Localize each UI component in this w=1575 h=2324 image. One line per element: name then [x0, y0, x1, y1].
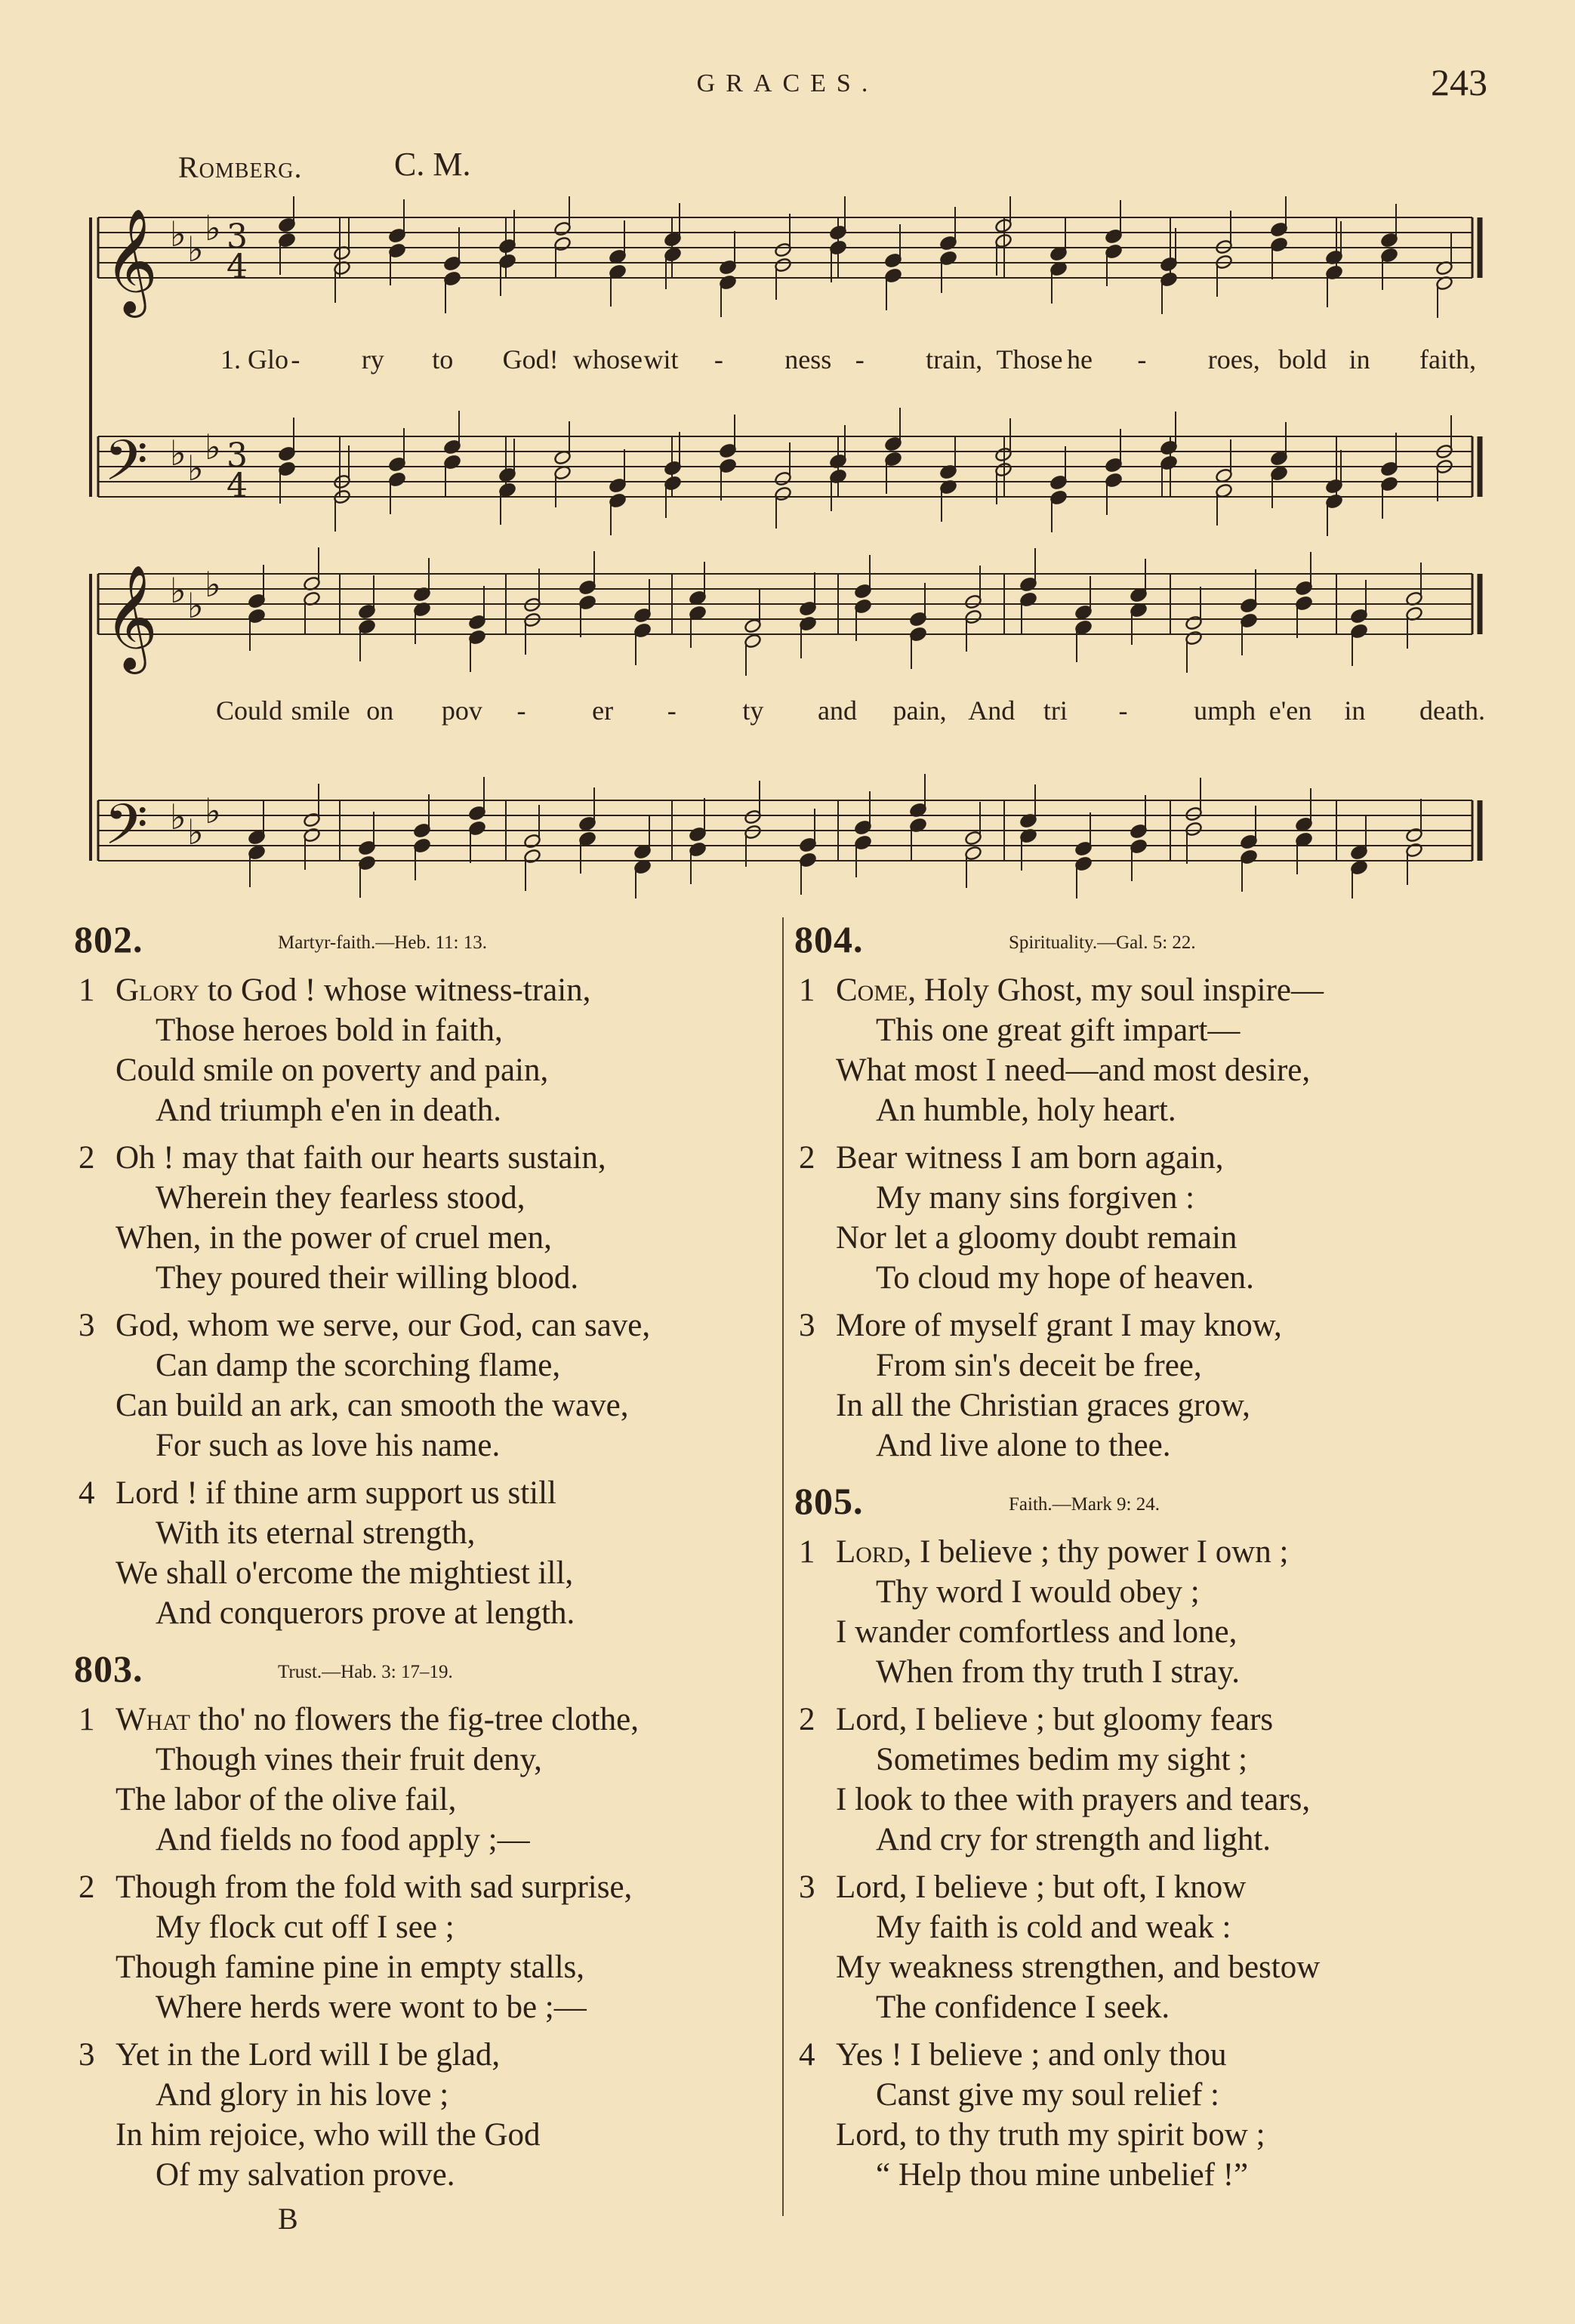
stanza-number: 3: [79, 1308, 95, 1343]
hymn-number: 802.: [74, 918, 143, 960]
lyric-syllable: tri: [1043, 695, 1068, 726]
tune-name: Romberg.: [178, 150, 303, 184]
right-column: [793, 917, 1510, 2202]
lyric-syllable: pov: [441, 695, 482, 726]
stanza: [72, 1305, 790, 1466]
bass-clef: 𝄢: [104, 792, 148, 871]
flat-sign: ♭: [187, 229, 204, 270]
running-header: GRACES.: [696, 69, 879, 97]
stanza-line: And live alone to thee.: [876, 1428, 1171, 1463]
lyric-syllable: Those: [996, 344, 1063, 374]
stanza: [793, 1305, 1510, 1466]
stanza-line: In him rejoice, who will the God: [116, 2117, 541, 2153]
stanza-line: Though famine pine in empty stalls,: [116, 1950, 585, 1985]
stanza: [793, 2035, 1510, 2195]
hymn-number: 804.: [794, 918, 864, 960]
stanza-line: Of my salvation prove.: [156, 2157, 455, 2193]
line-text: God, whom we serve, our God, can save,: [116, 1308, 651, 1343]
lyric-syllable: er: [592, 695, 614, 726]
stanza: [72, 1867, 790, 2027]
stanza-line: And cry for strength and light.: [876, 1822, 1271, 1857]
stanza-line: Canst give my soul relief :: [876, 2077, 1220, 2113]
flat-sign: ♭: [205, 427, 221, 467]
lyric-syllable: bold: [1278, 344, 1327, 374]
lyric-syllable: whose: [573, 344, 643, 374]
lyric-syllable: ness: [784, 344, 832, 374]
stanza-first-line: [793, 1305, 1510, 1345]
stanza: [793, 1867, 1510, 2027]
lyric-syllable: death.: [1419, 695, 1485, 726]
hymn-title: Martyr-faith.—Heb. 11: 13.: [278, 932, 487, 953]
line-text: Yes ! I believe ; and only thou: [836, 2037, 1227, 2073]
stanza-line: Could smile on poverty and pain,: [116, 1053, 549, 1088]
stanza-number: 2: [79, 1869, 95, 1905]
signature-mark: B: [278, 2202, 298, 2236]
stanza-number: 1: [79, 1702, 95, 1737]
stanza-line: When, in the power of cruel men,: [116, 1220, 552, 1256]
stanza: [72, 1473, 790, 1633]
hymn-number: 803.: [74, 1647, 143, 1690]
stanza-line: Wherein they fearless stood,: [156, 1180, 526, 1216]
line-text: tho' no flowers the fig-tree clothe,: [190, 1702, 639, 1737]
stanza-number: 1: [79, 972, 95, 1008]
flat-sign: ♭: [187, 448, 204, 489]
stanza-line: The confidence I seek.: [876, 1990, 1170, 2025]
stanza-line: Where herds were wont to be ;—: [156, 1990, 587, 2025]
lyric-syllable: to: [432, 344, 454, 374]
stanza-number: 3: [79, 2037, 95, 2073]
stanza-line: My many sins forgiven :: [876, 1180, 1195, 1216]
stanza-line: This one great gift impart—: [876, 1013, 1241, 1048]
stanza: [793, 1138, 1510, 1298]
lyric-syllable: roes,: [1207, 344, 1260, 374]
stanza-line: My faith is cold and weak :: [876, 1909, 1231, 1945]
lyric-syllable: Could: [216, 695, 283, 726]
lyric-syllable: train,: [926, 344, 983, 374]
stanza-line: And fields no food apply ;—: [156, 1822, 530, 1857]
time-sig-bottom: 4: [227, 248, 248, 286]
stanza-line: My weakness strengthen, and bestow: [836, 1950, 1321, 1985]
stanza-line: From sin's deceit be free,: [876, 1348, 1202, 1383]
lyric-syllable: -: [855, 344, 865, 374]
lyric-syllable: faith,: [1419, 344, 1476, 374]
stanza-first-line: [793, 1532, 1510, 1572]
time-sig-bottom: 4: [227, 467, 248, 505]
hymn-heading: [72, 1647, 790, 1700]
bass-clef: 𝄢: [104, 428, 148, 507]
stanza-first-line: [72, 1473, 790, 1513]
stanza-first-line: [793, 2035, 1510, 2075]
stanza-line: “ Help thou mine unbelief !”: [876, 2157, 1249, 2193]
flat-sign: ♭: [187, 585, 204, 626]
tune-meter: C. M.: [394, 146, 471, 183]
stanza-line: Those heroes bold in faith,: [156, 1013, 503, 1048]
stanza: [72, 1138, 790, 1298]
stanza-line: And triumph e'en in death.: [156, 1093, 501, 1128]
lyric-syllable: he: [1066, 344, 1093, 374]
stanza: [72, 1700, 790, 1860]
lyric-syllable: -: [516, 695, 526, 726]
lyric-syllable: and: [818, 695, 857, 726]
stanza-line: I wander comfortless and lone,: [836, 1614, 1238, 1650]
lyric-syllable: -: [291, 344, 301, 374]
stanza: [793, 1700, 1510, 1860]
flat-sign: ♭: [170, 570, 186, 611]
stanza-number: 1: [799, 972, 815, 1008]
small-caps-word: Lord,: [836, 1534, 912, 1570]
stanza-line: When from thy truth I stray.: [876, 1654, 1241, 1690]
line-text: Holy Ghost, my soul inspire—: [916, 972, 1324, 1008]
lyric-syllable: -: [667, 695, 677, 726]
line-text: Though from the fold with sad surprise,: [116, 1869, 633, 1905]
lyric-syllable: And: [968, 695, 1016, 726]
stanza-number: 4: [799, 2037, 815, 2073]
lyric-syllable: ty: [742, 695, 764, 726]
flat-sign: ♭: [205, 791, 221, 831]
hymn-title: Faith.—Mark 9: 24.: [1009, 1494, 1160, 1515]
line-text: Lord ! if thine arm support us still: [116, 1475, 557, 1511]
stanza-line: With its eternal strength,: [156, 1515, 476, 1551]
stanza-first-line: [793, 1700, 1510, 1740]
stanza-line: They poured their willing blood.: [156, 1260, 579, 1296]
stanza-line: Nor let a gloomy doubt remain: [836, 1220, 1238, 1256]
stanza-first-line: [72, 1867, 790, 1907]
stanza-number: 4: [79, 1475, 95, 1511]
stanza-number: 2: [79, 1140, 95, 1176]
left-column: [72, 917, 790, 2202]
stanza-first-line: [72, 1138, 790, 1178]
hymn-heading: [793, 917, 1510, 970]
stanza-line: For such as love his name.: [156, 1428, 501, 1463]
music-score: [83, 196, 1503, 898]
time-sig-top: 3: [227, 436, 248, 475]
hymn-heading: [793, 1479, 1510, 1532]
stanza-line: We shall o'ercome the mightiest ill,: [116, 1555, 574, 1591]
lyric-syllable: pain,: [892, 695, 947, 726]
flat-sign: ♭: [170, 214, 186, 254]
page-number: 243: [1431, 61, 1487, 103]
stanza-line: Can build an ark, can smooth the wave,: [116, 1388, 629, 1423]
stanza-first-line: [793, 1138, 1510, 1178]
lyric-syllable: smile: [291, 695, 350, 726]
line-text: Oh ! may that faith our hearts sustain,: [116, 1140, 606, 1176]
stanza-line: Thy word I would obey ;: [876, 1574, 1200, 1610]
line-text: Yet in the Lord will I be glad,: [116, 2037, 501, 2073]
stanza: [793, 970, 1510, 1130]
stanza-number: 3: [799, 1869, 815, 1905]
stanza-first-line: [793, 1867, 1510, 1907]
stanza-line: Can damp the scorching flame,: [156, 1348, 561, 1383]
lyric-syllable: in: [1348, 344, 1370, 374]
stanza-first-line: [793, 970, 1510, 1010]
lyric-syllable: e'en: [1268, 695, 1312, 726]
hymn-title: Trust.—Hab. 3: 17–19.: [278, 1662, 453, 1682]
lyric-syllable: umph: [1194, 695, 1256, 726]
stanza-first-line: [72, 1305, 790, 1345]
stanza-number: 2: [799, 1140, 815, 1176]
flat-sign: ♭: [187, 812, 204, 852]
line-text: More of myself grant I may know,: [836, 1308, 1282, 1343]
lyric-syllable: wit: [643, 344, 679, 374]
stanza-line: And conquerors prove at length.: [156, 1595, 575, 1631]
line-text: I believe ; thy power I own ;: [911, 1534, 1289, 1570]
stanza-line: Though vines their fruit deny,: [156, 1742, 542, 1777]
hymn-title: Spirituality.—Gal. 5: 22.: [1009, 932, 1196, 953]
lyric-syllable: in: [1344, 695, 1366, 726]
flat-sign: ♭: [205, 564, 221, 605]
stanza-line: What most I need—and most desire,: [836, 1053, 1311, 1088]
small-caps-word: Come,: [836, 972, 917, 1008]
stanza-line: In all the Christian graces grow,: [836, 1388, 1250, 1423]
treble-clef: 𝄞: [104, 208, 158, 313]
small-caps-word: What: [116, 1702, 190, 1737]
flat-sign: ♭: [205, 208, 221, 248]
small-caps-word: Glory: [116, 972, 200, 1008]
lyric-syllable: on: [366, 695, 394, 726]
stanza-first-line: [72, 970, 790, 1010]
stanza: [72, 970, 790, 1130]
stanza-first-line: [72, 1700, 790, 1740]
stanza-line: Lord, to thy truth my spirit bow ;: [836, 2117, 1265, 2153]
line-text: Lord, I believe ; but gloomy fears: [836, 1702, 1274, 1737]
stanza-number: 3: [799, 1308, 815, 1343]
stanza-line: An humble, holy heart.: [876, 1093, 1176, 1128]
stanza-first-line: [72, 2035, 790, 2075]
line-text: Bear witness I am born again,: [836, 1140, 1224, 1176]
stanza: [72, 2035, 790, 2195]
line-text: Lord, I believe ; but oft, I know: [836, 1869, 1247, 1905]
stanza-line: I look to thee with prayers and tears,: [836, 1782, 1311, 1817]
stanza-number: 1: [799, 1534, 815, 1570]
stanza-line: My flock cut off I see ;: [156, 1909, 455, 1945]
line-text: to God ! whose witness-train,: [199, 972, 591, 1008]
stanza: [793, 1532, 1510, 1692]
time-sig-top: 3: [227, 217, 248, 256]
stanza-number: 2: [799, 1702, 815, 1737]
hymn-number: 805.: [794, 1480, 864, 1522]
lyric-syllable: 1. Glo: [220, 344, 288, 374]
stanza-line: The labor of the olive fail,: [116, 1782, 457, 1817]
lyric-syllable: ry: [361, 344, 384, 374]
flat-sign: ♭: [170, 797, 186, 837]
lyric-syllable: God!: [502, 344, 559, 374]
treble-clef: 𝄞: [104, 565, 158, 670]
stanza-line: Sometimes bedim my sight ;: [876, 1742, 1248, 1777]
stanza-line: To cloud my hope of heaven.: [876, 1260, 1254, 1296]
lyric-syllable: -: [714, 344, 723, 374]
lyric-syllable: -: [1137, 344, 1147, 374]
flat-sign: ♭: [170, 433, 186, 473]
lyric-syllable: -: [1118, 695, 1128, 726]
stanza-line: And glory in his love ;: [156, 2077, 449, 2113]
hymn-heading: [72, 917, 790, 970]
